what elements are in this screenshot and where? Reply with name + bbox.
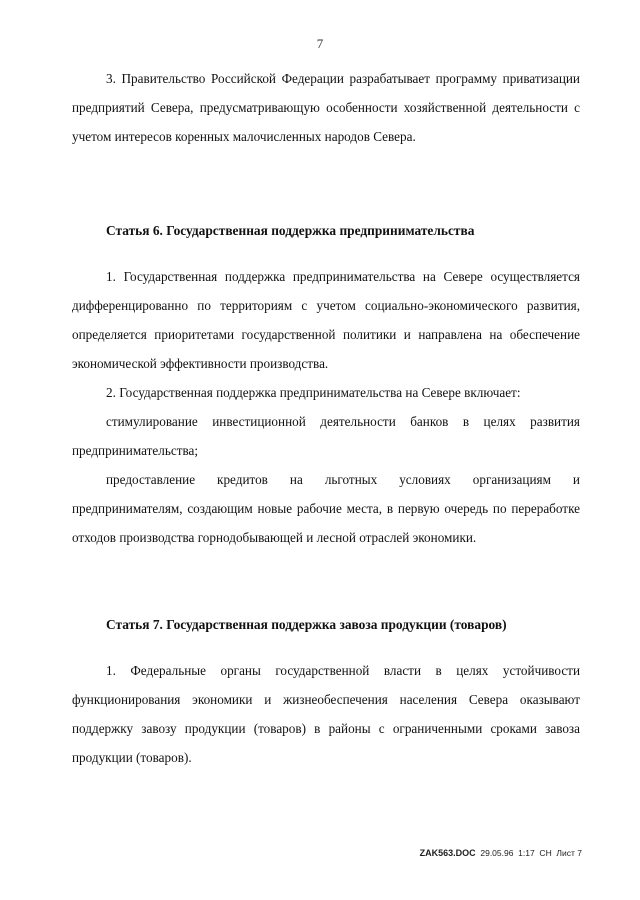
paragraph-privatization: 3. Правительство Российской Федерации разрабатывает программу приватизации предприятий Севера, предусматривающую особенности хозяйственной деятельности с учетом интересов коренных малочисленных народов Севера. bbox=[72, 71, 580, 144]
footer-stamp: 29.05.96 1:17 СН Лист 7 bbox=[480, 848, 582, 858]
article-6-heading: Статья 6. Государственная поддержка предпринимательства bbox=[106, 223, 475, 238]
article-7-paragraph-1: 1. Федеральные органы государственной власти в целях устойчивости функционирования экономики и жизнеобеспечения населения Севера оказывают поддержку завозу продукции (товаров) в районы с ограниченными сроками завоза продукции (товаров). bbox=[72, 663, 580, 765]
article-6-paragraph-1: 1. Государственная поддержка предпринимательства на Севере осуществляется дифференцированно по территориям с учетом социально-экономического развития, определяется приоритетами государственной политики и направлена на обеспечение экономической эффективности производства. bbox=[72, 269, 580, 371]
article-7-heading: Статья 7. Государственная поддержка завоза продукции (товаров) bbox=[106, 617, 507, 632]
article-6-paragraph-4: предоставление кредитов на льготных условиях организациям и предпринимателям, создающим новые рабочие места, в первую очередь по переработке отходов производства горнодобывающей и лесной отраслей экономики. bbox=[72, 472, 580, 545]
page-number: 7 bbox=[316, 36, 324, 51]
document-footer bbox=[420, 848, 582, 858]
article-6-paragraph-3: стимулирование инвестиционной деятельности банков в целях развития предпринимательства; bbox=[72, 414, 580, 458]
footer-doc-name: ZAK563.DOC bbox=[419, 848, 476, 858]
article-6-paragraph-2: 2. Государственная поддержка предпринимательства на Севере включает: bbox=[106, 385, 521, 400]
